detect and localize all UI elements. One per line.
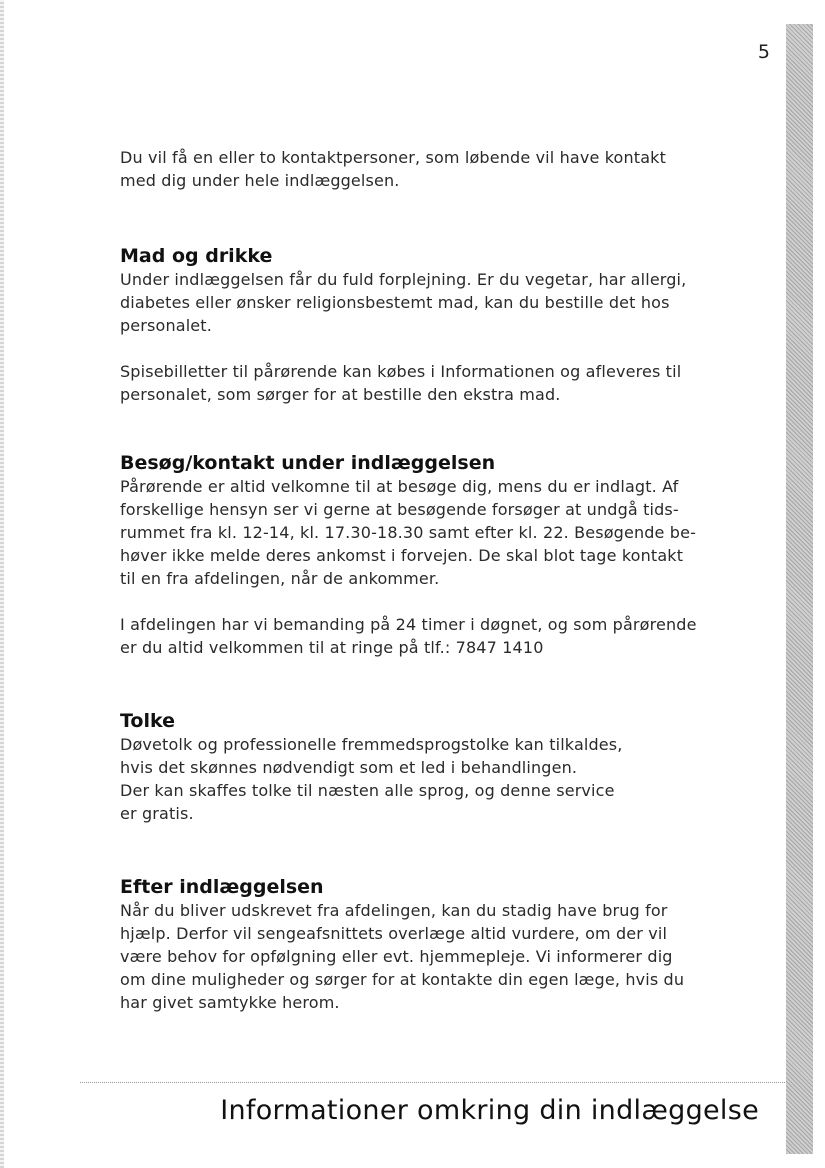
section-title-mad-og-drikke: Mad og drikke: [120, 245, 273, 267]
section-title-tolke: Tolke: [120, 710, 176, 732]
tolke-paragraph: Døvetolk og professionelle fremmedsprogstolke kan tilkaldes, hvis det skønnes nødvendigt som et led i behandlingen. Der kan skaffes tolke til næsten alle sprog, og denne service er gratis.: [120, 735, 623, 823]
besog-paragraph-1: Pårørende er altid velkomne til at besøge dig, mens du er indlagt. Af forskellige hensyn ser vi gerne at besøgende forsøger at undgå tids- rummet fra kl. 12-14, kl. 17.30-18.30 samt efter kl. 22. Besøgende be- høver ikke melde deres ankomst i forvejen. De skal blot tage kontakt til en fra afdelingen, når de ankommer.: [120, 477, 697, 588]
mad-paragraph-2: Spisebilletter til pårørende kan købes i Informationen og afleveres til personalet, som sørger for at bestille den ekstra mad.: [120, 362, 682, 404]
mad-paragraph-1: Under indlæggelsen får du fuld forplejning. Er du vegetar, har allergi, diabetes eller ønsker religionsbestemt mad, kan du bestille det hos personalet.: [120, 270, 687, 335]
footer-title: Informationer omkring din indlæggelse: [220, 1095, 759, 1126]
section-title-efter-indlaeggelsen: Efter indlæggelsen: [120, 876, 324, 898]
section-title-besog: Besøg/kontakt under indlæggelsen: [120, 452, 496, 474]
footer-divider: [80, 1082, 785, 1083]
page-edge-strip: [786, 24, 813, 1154]
efter-paragraph: Når du bliver udskrevet fra afdelingen, kan du stadig have brug for hjælp. Derfor vil sengeafsnittets overlæge altid vurdere, om der vil være behov for opfølgning eller evt. hjemmepleje. Vi informerer dig om dine muligheder og sørger for at kontakte din egen læge, hvis du har givet samtykke herom.: [120, 901, 685, 1012]
document-body: [120, 146, 760, 1014]
intro-paragraph: Du vil få en eller to kontaktpersoner, som løbende vil have kontakt med dig under hele indlæggelsen.: [120, 148, 666, 190]
page-number: 5: [757, 41, 770, 63]
besog-paragraph-2: I afdelingen har vi bemanding på 24 timer i døgnet, og som pårørende er du altid velkommen til at ringe på tlf.: 7847 1410: [120, 615, 697, 657]
scan-edge: [0, 0, 4, 1168]
